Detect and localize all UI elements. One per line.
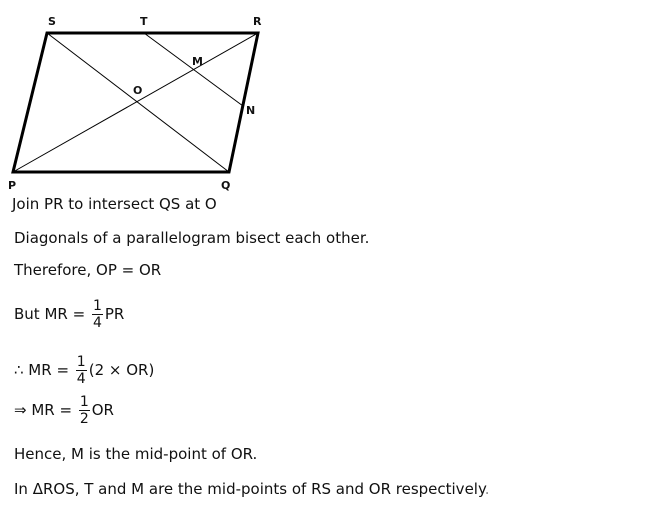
label-t: T <box>140 15 148 28</box>
label-n: N <box>246 104 256 117</box>
fraction-one-half <box>79 394 90 427</box>
step-diagonals-bisect: Diagonals of a parallelogram bisect each other. <box>14 229 370 247</box>
label-p: P <box>8 179 17 192</box>
step-triangle-ros <box>14 482 489 497</box>
step8-text: In ΔROS, T and M are the mid-points of RS and OR respectively <box>14 480 485 498</box>
fraction-numerator: 1 <box>76 354 86 370</box>
step5-suffix: (2 × OR) <box>88 361 155 379</box>
fraction-numerator: 1 <box>92 298 102 314</box>
step-mr-quarter-pr <box>14 298 124 331</box>
step5-prefix: ∴ MR = <box>14 361 70 379</box>
segment-tn <box>144 33 243 106</box>
diagonal-pr <box>13 33 258 172</box>
fraction-denominator: 4 <box>76 371 86 387</box>
fraction-one-quarter <box>76 354 87 387</box>
label-q: Q <box>221 179 231 192</box>
label-m: M <box>192 55 203 68</box>
fraction-denominator: 4 <box>92 315 102 331</box>
step6-prefix: ⇒ MR = <box>14 401 73 419</box>
label-s: S <box>48 15 56 28</box>
diagonal-qs <box>47 33 229 172</box>
step-m-midpoint: Hence, M is the mid-point of OR. <box>14 445 258 463</box>
step6-suffix: OR <box>91 401 114 419</box>
label-r: R <box>253 15 262 28</box>
step-op-equals-or: Therefore, OP = OR <box>14 261 162 279</box>
step8-period: . <box>484 480 490 498</box>
fraction-denominator: 2 <box>79 411 89 427</box>
step-mr-half-or <box>14 394 114 427</box>
step4-prefix: But MR = <box>14 305 86 323</box>
step4-suffix: PR <box>104 305 125 323</box>
fraction-one-quarter <box>92 298 103 331</box>
step-mr-quarter-2or <box>14 354 154 387</box>
label-o: O <box>133 84 143 97</box>
fraction-numerator: 1 <box>79 394 89 410</box>
step-join-pr: Join PR to intersect QS at O <box>12 195 217 213</box>
parallelogram-figure <box>0 0 662 200</box>
